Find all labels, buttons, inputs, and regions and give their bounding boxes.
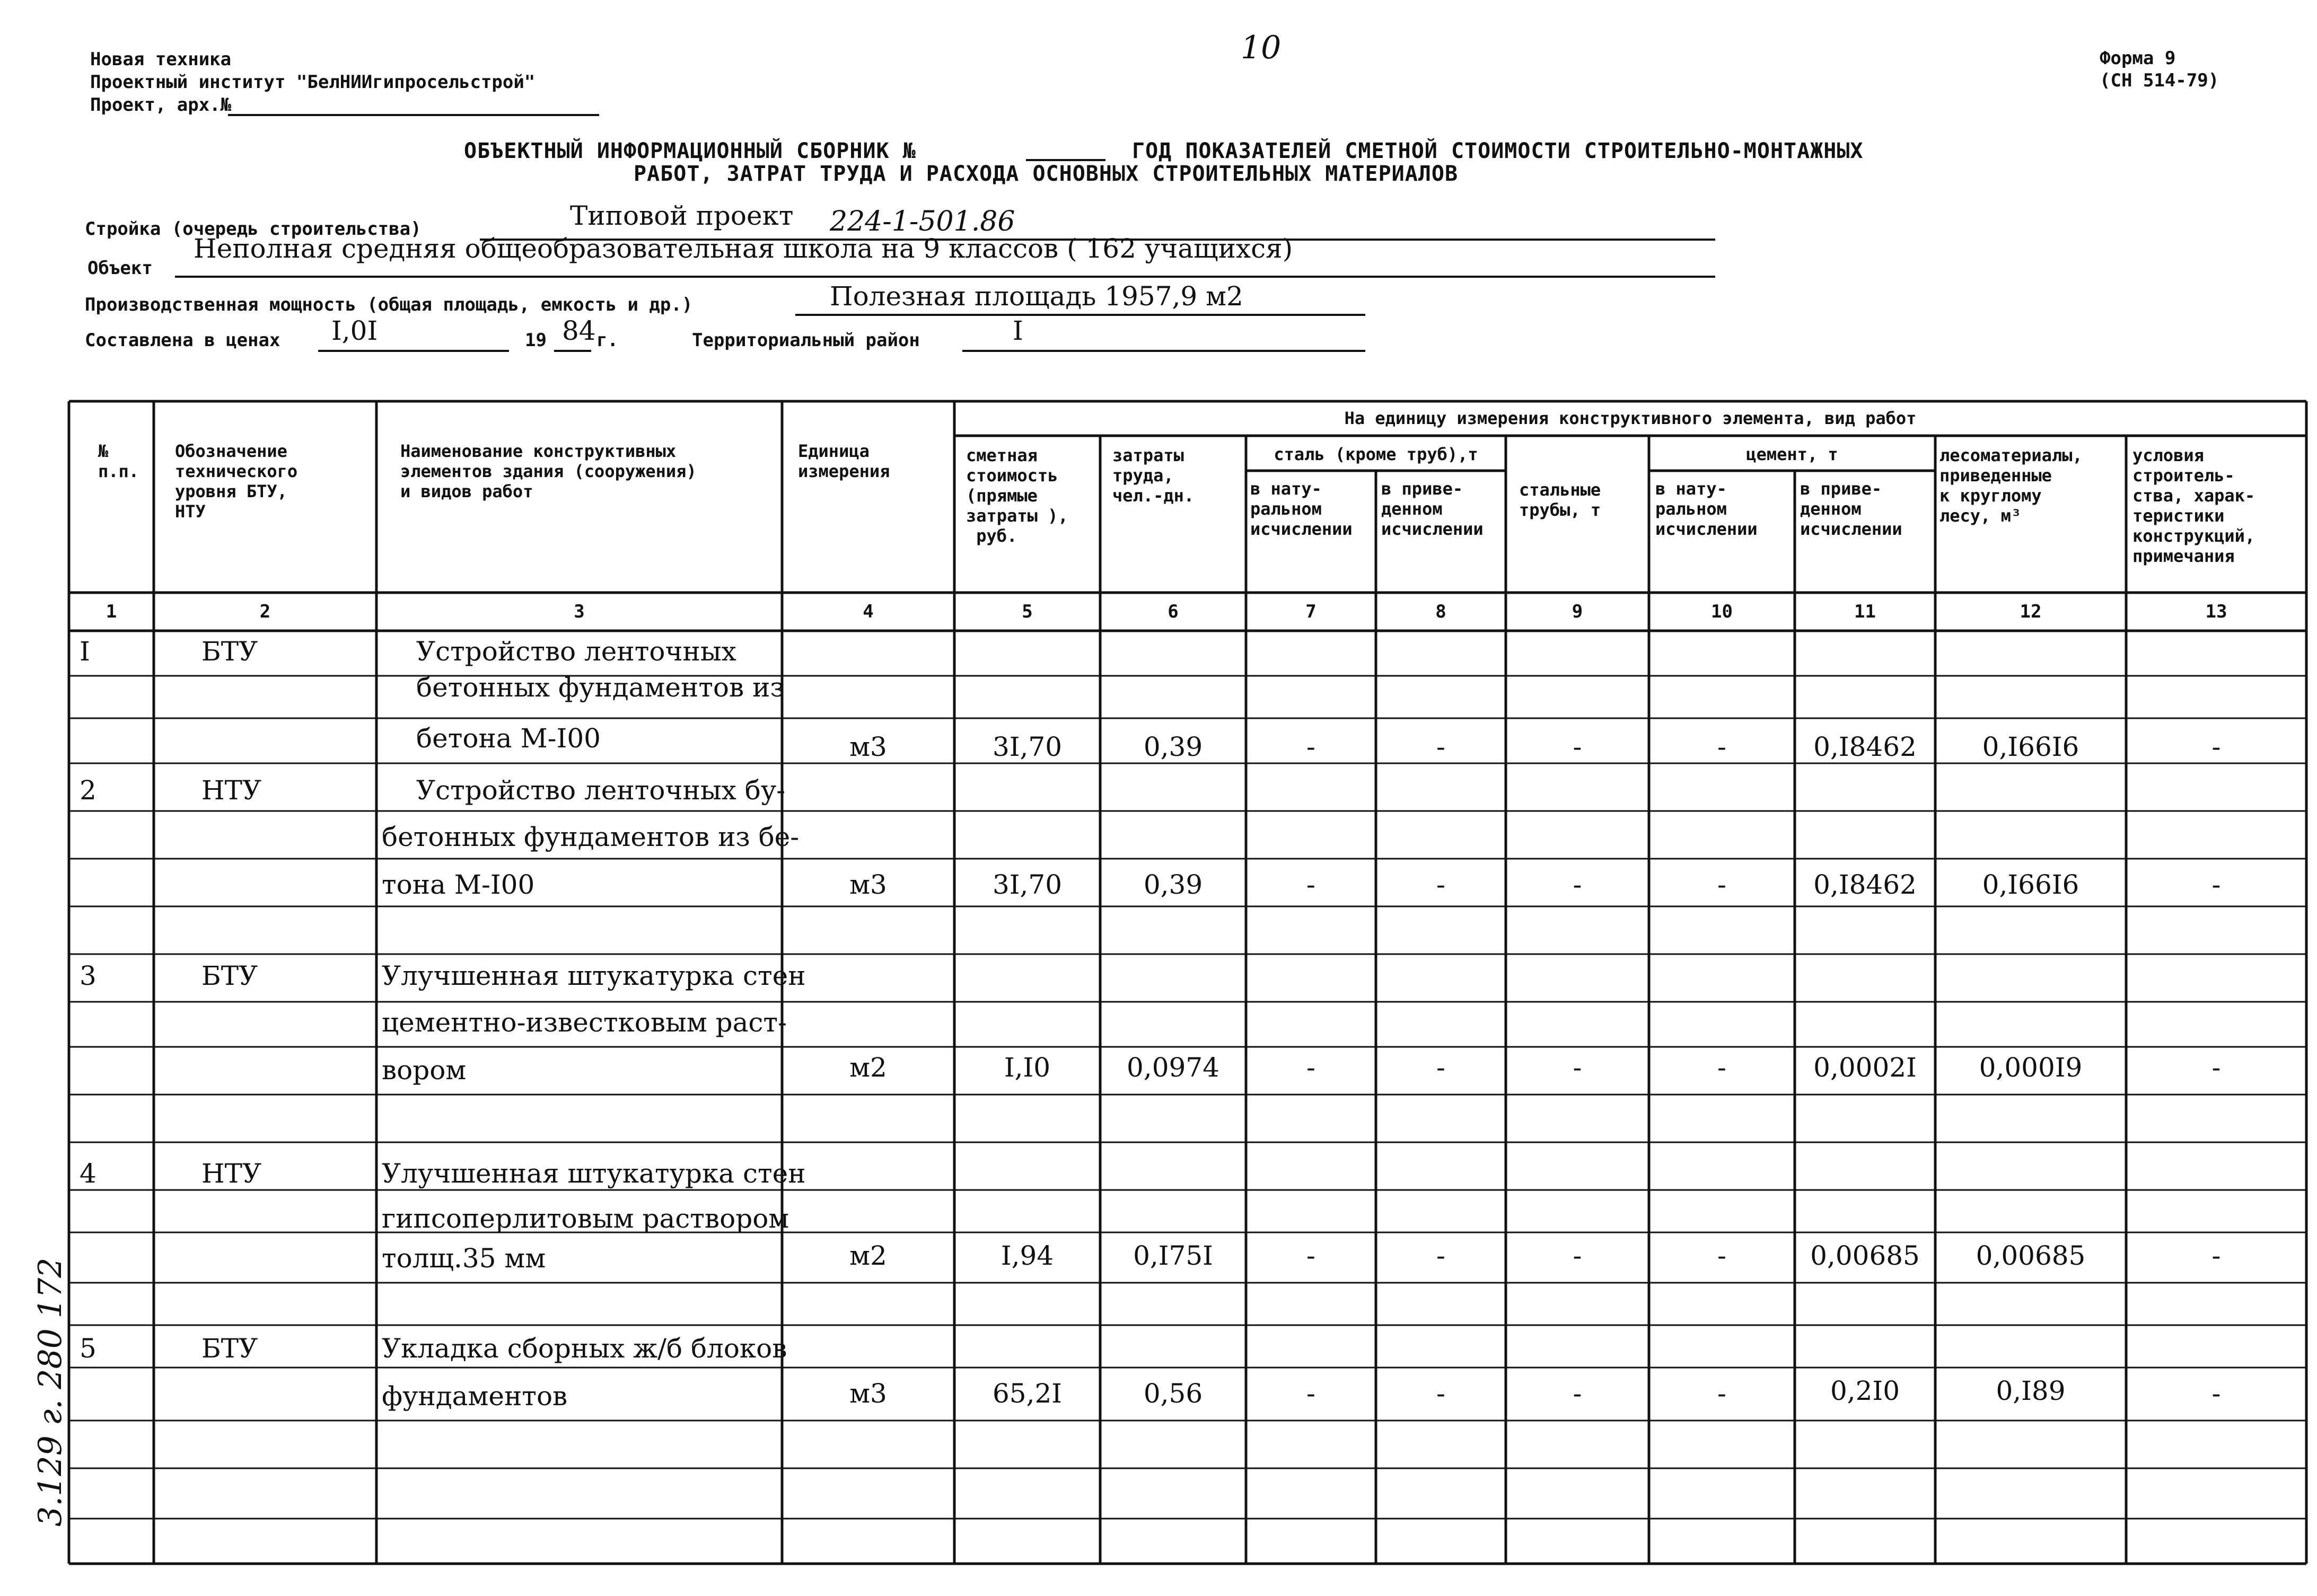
col-number-1: 1 [106,601,117,622]
row-3-c9: - [1573,1052,1582,1083]
stroyka-project-code: 224-1-501.86 [830,206,1015,237]
row-4-c12: 0,00685 [1976,1240,2086,1271]
row-5-c8: - [1436,1378,1445,1409]
row-2-c8: - [1436,869,1445,900]
header-cement: цемент, т [1746,444,1838,464]
row-4-labor: 0,I75I [1133,1240,1213,1271]
capacity-value: Полезная площадь 1957,9 м2 [830,281,1243,312]
row-4-unit: м2 [849,1240,887,1271]
region-value: I [1013,315,1023,346]
header-steel-natural: в нату- ральном исчислении [1250,479,1353,539]
row-2-c11: 0,I8462 [1813,869,1917,900]
row-1-labor: 0,39 [1143,731,1203,762]
year-value: 84 [562,315,596,346]
row-3-name-1: Улучшенная штукатурка стен [382,960,806,991]
col-number-5: 5 [1022,601,1033,622]
row-5-c7: - [1306,1378,1315,1409]
row-2-unit: м3 [849,869,887,900]
org-line-2: Проектный институт "БелНИИгипросельстрой" [90,72,536,93]
row-5-unit: м3 [849,1378,887,1409]
row-4-c7: - [1306,1240,1315,1271]
col-number-6: 6 [1168,601,1179,622]
col-number-2: 2 [259,601,271,622]
row-2-level: НТУ [201,775,262,806]
header-steel-pipes: стальные трубы, т [1519,480,1601,520]
header-notes: условия строитель- ства, харак- теристики конструкций, примечания [2132,445,2255,566]
region-label: Территориальный район [692,330,920,351]
stroyka-value: Типовой проект [570,200,794,231]
row-1-unit: м3 [849,731,887,762]
row-4-c9: - [1573,1240,1582,1271]
row-3-c13: - [2211,1052,2221,1083]
title-line-1b: ГОД ПОКАЗАТЕЛЕЙ СМЕТНОЙ СТОИМОСТИ СТРОИТЕЛЬНО-МОНТАЖНЫХ [1132,139,1864,163]
header-timber: лесоматериалы, приведенные к круглому лесу, м³ [1939,445,2083,526]
row-5-c11: 0,2I0 [1830,1375,1900,1406]
row-1-level: БТУ [201,636,258,667]
row-3-num: 3 [80,960,96,991]
row-3-labor: 0,0974 [1127,1052,1219,1083]
page-number: 10 [1241,29,1282,66]
row-2-c13: - [2211,869,2221,900]
row-3-unit: м2 [849,1052,887,1083]
stroyka-label: Стройка (очередь строительства) [85,218,422,240]
row-4-cost: I,94 [1000,1240,1054,1271]
row-1-c12: 0,I66I6 [1982,731,2079,762]
col-number-13: 13 [2205,601,2227,622]
header-steel-reduced: в приве- денном исчислении [1381,479,1484,539]
group-header: На единицу измерения конструктивного элемента, вид работ [1344,408,1917,428]
form-standard: (СН 514-79) [2100,70,2219,91]
row-1-name-3: бетона М-I00 [416,723,601,754]
row-3-c8: - [1436,1052,1445,1083]
row-1-cost: 3I,70 [992,731,1063,762]
header-name: Наименование конструктивных элементов здания (сооружения) и видов работ [400,441,697,501]
row-5-labor: 0,56 [1143,1378,1203,1409]
row-4-name-1: Улучшенная штукатурка стен [382,1158,806,1189]
year-prefix: 19 [525,330,547,351]
row-1-c11: 0,I8462 [1813,731,1917,762]
row-4-name-3: толщ.35 мм [382,1243,546,1274]
col-number-12: 12 [2020,601,2042,622]
row-5-c13: - [2211,1378,2221,1409]
row-3-name-2: цементно-известковым раст- [382,1007,787,1038]
form-number: Форма 9 [2100,48,2176,69]
header-cost: сметная стоимость (прямые затраты ), руб. [966,445,1068,546]
row-4-num: 4 [80,1158,96,1189]
col-number-4: 4 [863,601,874,622]
row-2-c12: 0,I66I6 [1982,869,2079,900]
row-5-level: БТУ [201,1333,258,1364]
row-1-c7: - [1306,731,1315,762]
row-4-c10: - [1717,1240,1726,1271]
header-steel: сталь (кроме труб),т [1274,444,1478,464]
row-2-num: 2 [80,775,96,806]
row-1-c13: - [2211,731,2221,762]
col-number-10: 10 [1711,601,1733,622]
col-number-3: 3 [574,601,585,622]
title-line-1a: ОБЪЕКТНЫЙ ИНФОРМАЦИОННЫЙ СБОРНИК № [464,139,916,163]
side-archive-stamp: 3.129 г. 280 172 [32,1257,69,1527]
row-3-c10: - [1717,1052,1726,1083]
row-2-c9: - [1573,869,1582,900]
row-2-name-3: тона М-I00 [382,869,535,900]
row-1-c10: - [1717,731,1726,762]
row-1-num: I [80,636,90,667]
row-2-cost: 3I,70 [992,869,1063,900]
col-number-11: 11 [1854,601,1876,622]
row-3-c11: 0,0002I [1813,1052,1917,1083]
row-5-name-2: фундаментов [382,1381,568,1412]
row-2-labor: 0,39 [1143,869,1203,900]
header-cement-reduced: в приве- денном исчислении [1800,479,1902,539]
header-cement-natural: в нату- ральном исчислении [1655,479,1758,539]
row-4-level: НТУ [201,1158,262,1189]
row-4-name-2: гипсоперлитовым раствором [382,1203,789,1234]
row-3-level: БТУ [201,960,258,991]
row-3-c12: 0,000I9 [1979,1052,2083,1083]
col-number-8: 8 [1435,601,1446,622]
object-value: Неполная средняя общеобразовательная школа на 9 классов ( 162 учащихся) [194,233,1293,264]
row-3-name-3: вором [382,1055,467,1086]
col-number-7: 7 [1305,601,1317,622]
row-3-cost: I,I0 [1004,1052,1051,1083]
row-5-c10: - [1717,1378,1726,1409]
row-2-name-2: бетонных фундаментов из бе- [382,822,800,852]
year-suffix: г. [596,330,618,351]
org-line-1: Новая техника [90,49,232,70]
prices-label: Составлена в ценах [85,330,280,351]
object-label: Объект [87,258,153,279]
row-2-name-1: Устройство ленточных бу- [416,775,786,806]
header-level: Обозначение технического уровня БТУ, НТУ [175,441,298,522]
row-4-c11: 0,00685 [1810,1240,1920,1271]
title-line-2: РАБОТ, ЗАТРАТ ТРУДА И РАСХОДА ОСНОВНЫХ СТРОИТЕЛЬНЫХ МАТЕРИАЛОВ [634,162,1459,186]
row-1-name-1: Устройство ленточных [416,636,736,667]
row-5-num: 5 [80,1333,96,1364]
row-5-c9: - [1573,1378,1582,1409]
prices-value: I,0I [331,315,378,346]
row-4-c8: - [1436,1240,1445,1271]
row-2-c10: - [1717,869,1726,900]
project-label: Проект, арх.№ [90,94,232,116]
row-1-c9: - [1573,731,1582,762]
row-1-c8: - [1436,731,1445,762]
header-num: № п.п. [98,441,139,481]
header-labor: затраты труда, чел.-дн. [1112,445,1195,506]
row-5-c12: 0,I89 [1996,1375,2066,1406]
row-5-name-1: Укладка сборных ж/б блоков [382,1333,787,1364]
row-3-c7: - [1306,1052,1315,1083]
col-number-9: 9 [1572,601,1583,622]
row-4-c13: - [2211,1240,2221,1271]
capacity-label: Производственная мощность (общая площадь, емкость и др.) [85,294,693,315]
row-1-name-2: бетонных фундаментов из [416,672,785,703]
row-2-c7: - [1306,869,1315,900]
row-5-cost: 65,2I [992,1378,1063,1409]
header-unit: Единица измерения [798,441,890,481]
